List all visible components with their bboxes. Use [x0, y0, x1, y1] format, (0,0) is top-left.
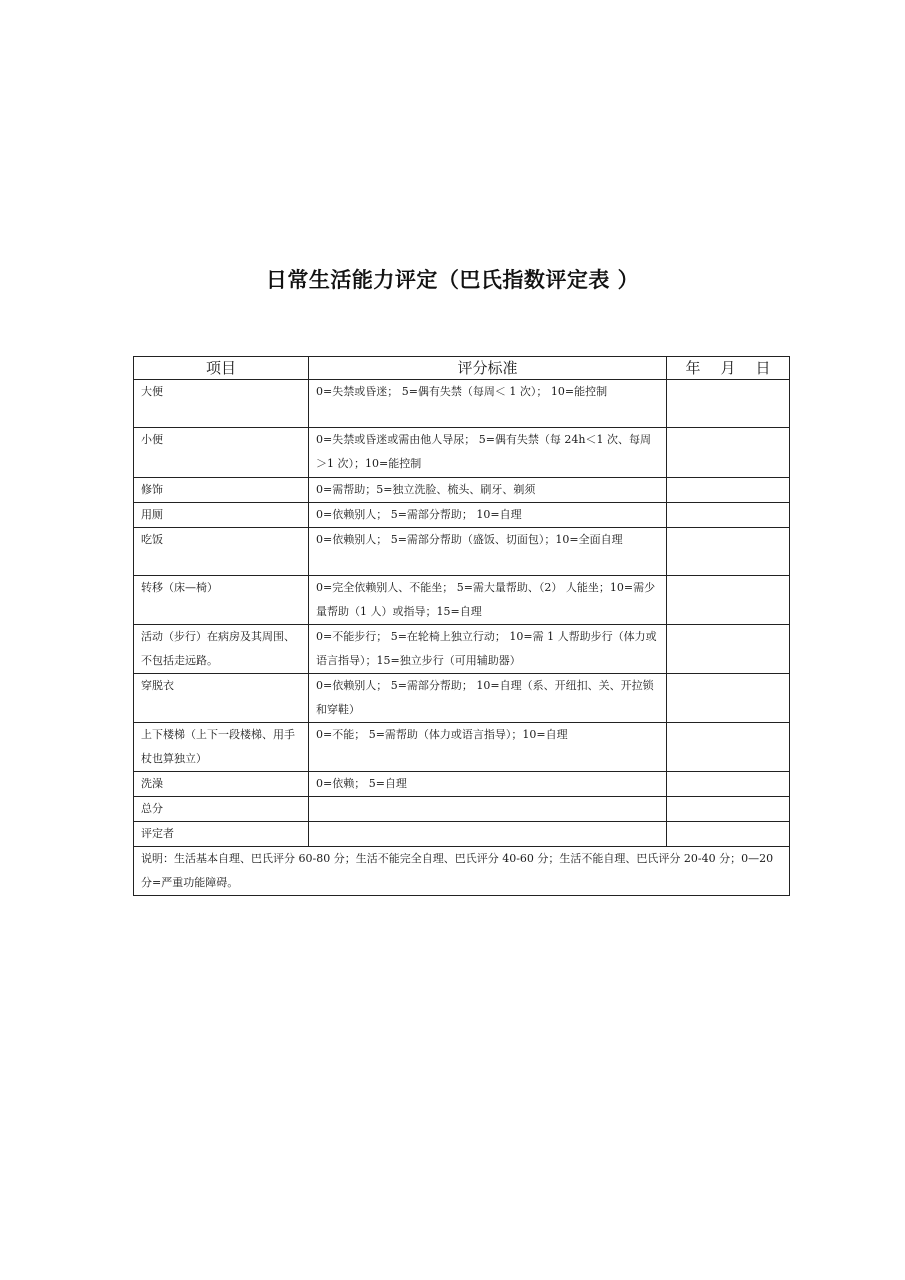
item-cell: 转移（床—椅） [134, 576, 309, 625]
item-cell: 洗澡 [134, 772, 309, 797]
barthel-index-table [133, 356, 790, 896]
item-cell: 上下楼梯（上下一段楼梯、用手杖也算独立） [134, 723, 309, 772]
date-cell[interactable] [667, 625, 790, 674]
item-cell: 评定者 [134, 822, 309, 847]
criteria-cell: 0=不能步行； 5=在轮椅上独立行动； 10=需 1 人帮助步行（体力或语言指导）；15=独立步行（可用辅助器） [309, 625, 667, 674]
note-text: 说明：生活基本自理、巴氏评分 60-80 分；生活不能完全自理、巴氏评分 40-60 分；生活不能自理、巴氏评分 20-40 分；0—20 分=严重功能障碍。 [134, 847, 790, 896]
date-cell[interactable] [667, 674, 790, 723]
date-cell[interactable] [667, 576, 790, 625]
criteria-cell: 0=依赖别人； 5=需部分帮助； 10=自理 [309, 503, 667, 528]
table-row [134, 797, 790, 822]
date-cell[interactable] [667, 528, 790, 576]
date-cell[interactable] [667, 478, 790, 503]
table-row [134, 478, 790, 503]
date-cell[interactable] [667, 822, 790, 847]
date-cell[interactable] [667, 428, 790, 478]
item-cell: 吃饭 [134, 528, 309, 576]
table-row [134, 503, 790, 528]
table-row [134, 428, 790, 478]
header-date [667, 357, 790, 380]
table-row [134, 772, 790, 797]
criteria-cell: 0=完全依赖别人、不能坐； 5=需大量帮助、（2） 人能坐；10=需少量帮助（1 人）或指导；15=自理 [309, 576, 667, 625]
table-header-row [134, 357, 790, 380]
header-day: 日 [755, 359, 771, 377]
date-cell[interactable] [667, 503, 790, 528]
page-title: 日常生活能力评定（巴氏指数评定表 ） [265, 268, 640, 292]
criteria-cell: 0=依赖； 5=自理 [309, 772, 667, 797]
table-row [134, 528, 790, 576]
table-row [134, 380, 790, 428]
table-row [134, 625, 790, 674]
item-cell: 大便 [134, 380, 309, 428]
date-cell[interactable] [667, 380, 790, 428]
note-row [134, 847, 790, 896]
item-cell: 修饰 [134, 478, 309, 503]
date-cell[interactable] [667, 772, 790, 797]
table-row [134, 723, 790, 772]
table-row [134, 576, 790, 625]
item-cell: 活动（步行）在病房及其周围、不包括走远路。 [134, 625, 309, 674]
item-cell: 小便 [134, 428, 309, 478]
table-row [134, 822, 790, 847]
criteria-cell: 0=依赖别人； 5=需部分帮助（盛饭、切面包）；10=全面自理 [309, 528, 667, 576]
item-cell: 总分 [134, 797, 309, 822]
date-cell[interactable] [667, 723, 790, 772]
header-month: 月 [720, 359, 736, 377]
assessor-cell[interactable] [309, 822, 667, 847]
item-cell: 用厕 [134, 503, 309, 528]
criteria-cell: 0=不能； 5=需帮助（体力或语言指导）；10=自理 [309, 723, 667, 772]
criteria-cell: 0=失禁或昏迷； 5=偶有失禁（每周＜ 1 次）； 10=能控制 [309, 380, 667, 428]
criteria-cell: 0=依赖别人； 5=需部分帮助； 10=自理（系、开纽扣、关、开拉锁和穿鞋） [309, 674, 667, 723]
header-item: 项目 [134, 357, 309, 380]
criteria-cell: 0=需帮助；5=独立洗脸、梳头、刷牙、剃须 [309, 478, 667, 503]
date-cell[interactable] [667, 797, 790, 822]
criteria-cell: 0=失禁或昏迷或需由他人导尿； 5=偶有失禁（每 24h＜1 次、每周＞1 次）；10=能控制 [309, 428, 667, 478]
table-row [134, 674, 790, 723]
total-score-cell[interactable] [309, 797, 667, 822]
header-criteria: 评分标准 [309, 357, 667, 380]
item-cell: 穿脱衣 [134, 674, 309, 723]
header-year: 年 [685, 359, 701, 377]
